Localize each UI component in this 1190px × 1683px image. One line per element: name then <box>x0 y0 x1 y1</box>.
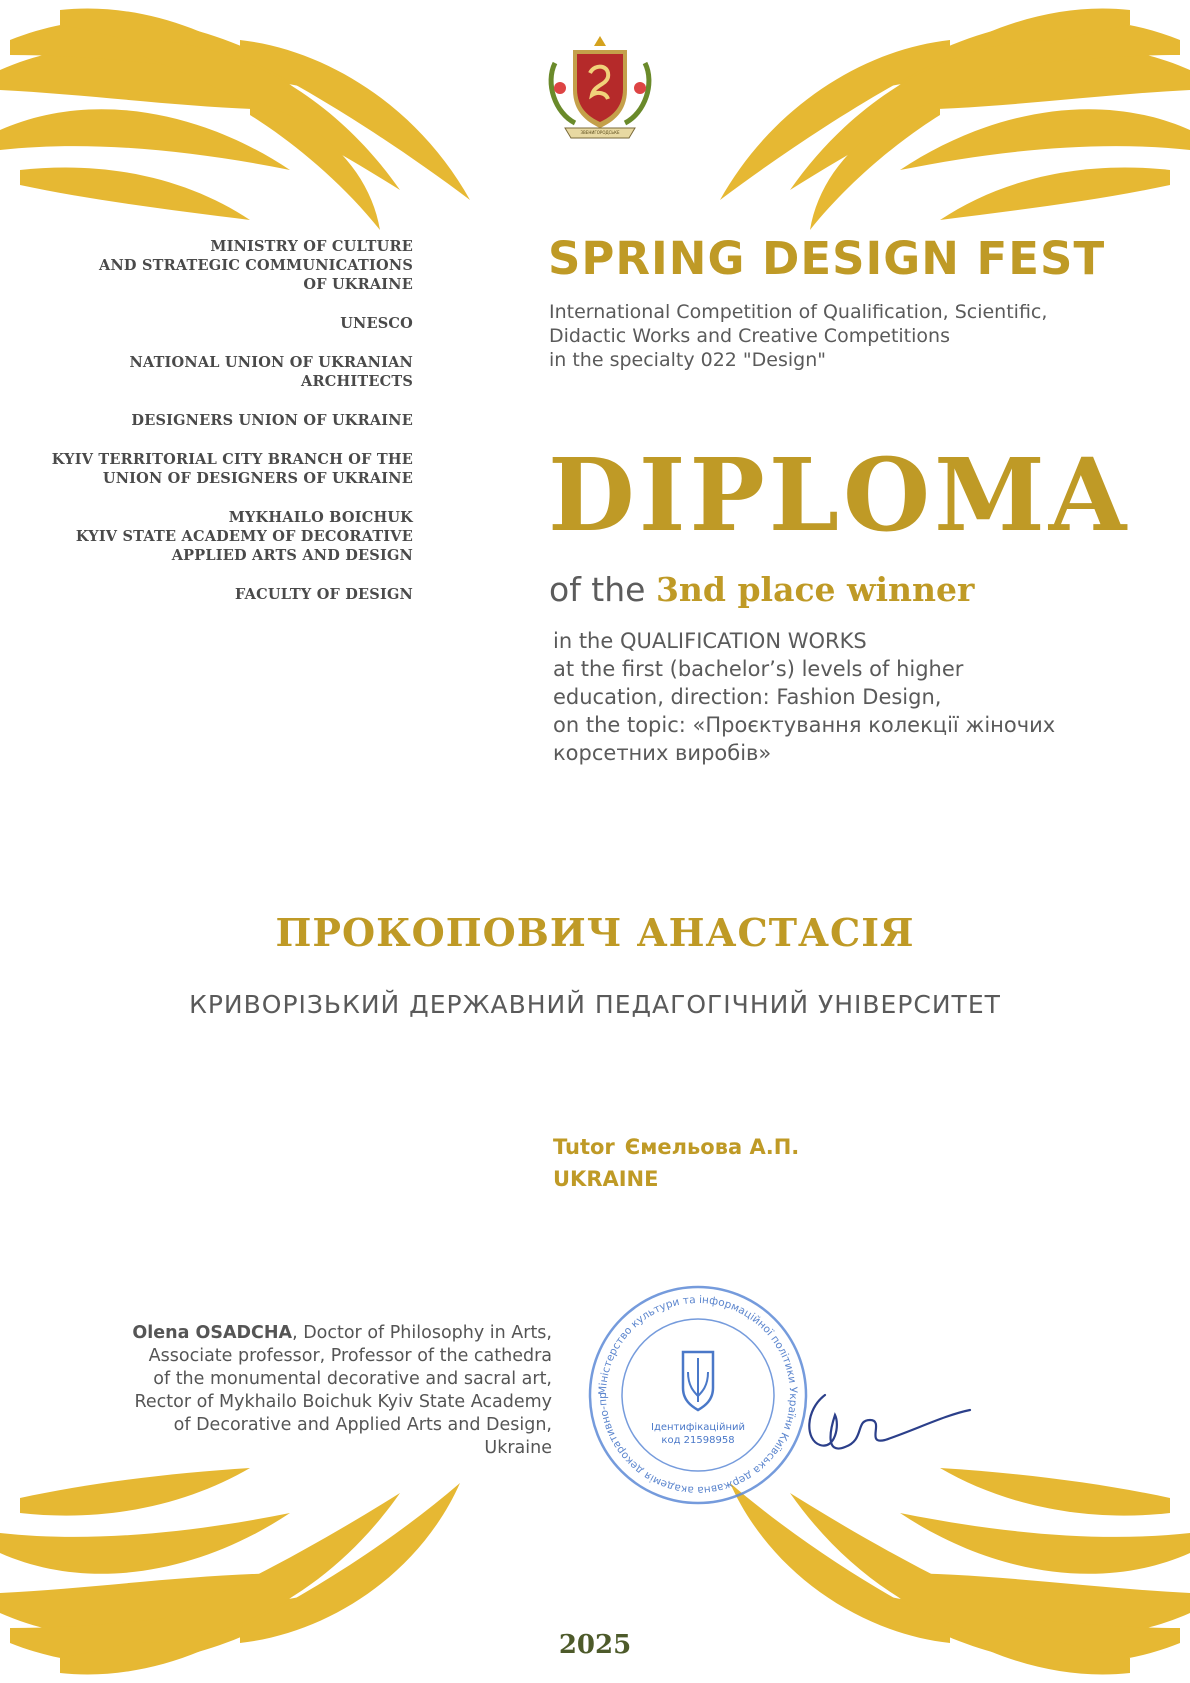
award-description: in the QUALIFICATION WORKS at the first (bachelor’s) levels of higher education, direction: Fashion Design, on the topic: «Проєктування колекції жіночих корсетних виробів» <box>553 629 1056 765</box>
university-name: КРИВОРІЗЬКИЙ ДЕРЖАВНИЙ ПЕДАГОГІЧНИЙ УНІВЕРСИТЕТ <box>189 990 1001 1019</box>
tutor-block <box>553 1131 809 1195</box>
tutor-line <box>553 1131 809 1163</box>
festival-title: SPRING DESIGN FEST <box>548 232 1106 285</box>
org-unesco: UNESCO <box>340 315 413 332</box>
place-highlight: 3nd place winner <box>655 570 975 609</box>
tutor-name: Ємельова А.П. <box>624 1135 800 1159</box>
org-architects-union: NATIONAL UNION OF UKRANIAN ARCHITECTS <box>129 354 413 390</box>
stamp-id-code: код 21598958 <box>661 1435 735 1446</box>
diploma-heading: DIPLOMA <box>548 436 1131 554</box>
stamp-ring-text: Міністерство культури та інформаційної політики України Київська державна академія декоративно-пр <box>596 1293 800 1497</box>
year: 2025 <box>558 1630 632 1660</box>
crest-ribbon-text: ЗВЕНИГОРОДСЬКЕ <box>580 130 620 135</box>
rector-details: , Doctor of Philosophy in Arts, Associate professor, Professor of the cathedra of the monumental decorative and sacral art, Rector of Mykhailo Boichuk Kyiv State Academy of Decorative and Applied Arts and Design, Ukraine <box>134 1323 552 1458</box>
stamp-id-label: Ідентифікаційний <box>651 1422 745 1433</box>
place-prefix: of the <box>549 570 656 609</box>
rector-signature-block <box>40 1322 552 1460</box>
ornament-top-left <box>0 0 480 230</box>
org-academy: MYKHAILO BOICHUK KYIV STATE ACADEMY OF DECORATIVE APPLIED ARTS AND DESIGN <box>75 509 413 564</box>
org-faculty: FACULTY OF DESIGN <box>235 586 413 603</box>
official-stamp <box>583 1280 813 1510</box>
crest-logo <box>545 28 655 148</box>
organizations-list <box>40 237 413 624</box>
handwritten-signature <box>795 1385 975 1465</box>
org-designers-union: DESIGNERS UNION OF UKRAINE <box>131 412 413 429</box>
ornament-top-right <box>710 0 1190 230</box>
org-kyiv-branch: KYIV TERRITORIAL CITY BRANCH OF THE UNION OF DESIGNERS OF UKRAINE <box>51 451 413 487</box>
festival-subtitle: International Competition of Qualification, Scientific, Didactic Works and Creative Competitions in the specialty 022 "Design" <box>549 301 1048 371</box>
org-ministry: MINISTRY OF CULTURE AND STRATEGIC COMMUNICATIONS OF UKRAINE <box>99 238 413 293</box>
place-line <box>549 570 974 609</box>
tutor-label: Tutor <box>553 1135 615 1159</box>
rector-name: Olena OSADCHA <box>132 1323 293 1343</box>
winner-name: ПРОКОПОВИЧ АНАСТАСІЯ <box>275 910 915 955</box>
tutor-country: UKRAINE <box>553 1167 659 1191</box>
